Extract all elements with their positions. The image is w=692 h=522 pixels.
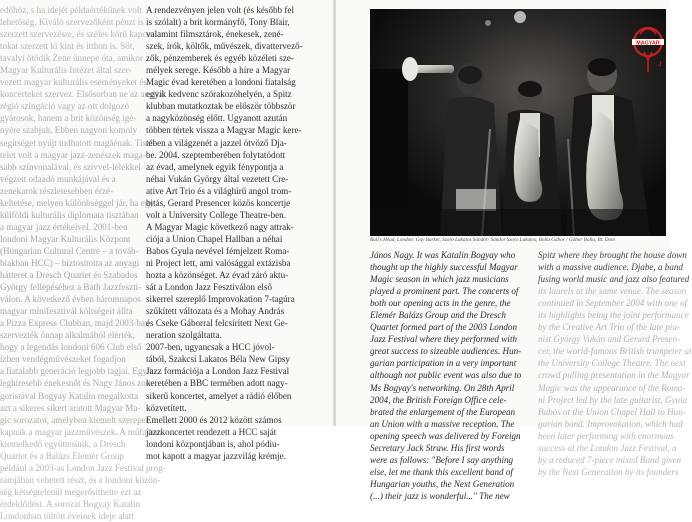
svg-text:J: J	[658, 62, 662, 68]
left-column-b-line: szek, írók, költők, művészek, divattervező-	[146, 41, 303, 52]
left-column-b-line: neration szolgáltatta.	[146, 330, 222, 341]
concert-photo	[370, 9, 666, 236]
left-column-a-line: tokat szerzett ki kint és itthon is. Sőt,	[0, 41, 135, 52]
left-column-b-line: bitás, Gerard Presencer közös koncertje	[146, 197, 291, 208]
left-column-a-line: gyárosok, hanem a brit közönség igé-	[0, 113, 137, 124]
left-column-a-line: kiemelkedő együttesünk, a Dresch	[0, 438, 126, 449]
right-column-a-line: Elemér Balázs Group and the Dresch	[370, 310, 506, 321]
right-column-a-line: Magic season in which jazz musicians	[370, 274, 509, 285]
left-column-a-line: ramjában vehetett részt, és a londoni közön-	[0, 474, 161, 485]
left-column-a-line: ség kétségtelenül megerősíthette ezt az	[0, 486, 142, 497]
left-column-b-line: Emellett 2000 és 2012 között számos	[146, 414, 282, 425]
left-column-b-line: volt a University College Theatre-ben.	[146, 209, 286, 220]
left-column-a-line: keltetése, melyen különbséggel jár, ha egy	[0, 197, 154, 208]
right-column-a-line: János Nagy. It was Katalin Bogyay who	[370, 250, 516, 260]
right-column-b-line: its highlights being the joint performance	[538, 310, 689, 321]
right-column-a-line: 2004, the British Foreign Office cele-	[370, 394, 507, 405]
right-column-b-line: Spitz where they brought the house down	[538, 250, 687, 260]
left-column-a-line: lehetőség. Kiváló szervezőként pénzt is	[0, 17, 144, 28]
left-column-b-line: az évad, amelynek egyik fénypontja a	[146, 161, 284, 172]
left-column-a-line: szervezték önnap alkalmából elérték,	[0, 330, 135, 341]
left-column-a	[0, 4, 166, 522]
concert-photo-image	[370, 9, 666, 236]
right-column-a-line: were as follows: "Before I say anything	[370, 454, 514, 465]
left-column-a-line: szerzett szervezésre, és széles körű kapcsola-	[0, 29, 165, 40]
left-column-a-line: vezett magyar kulturális eseményeket és	[0, 77, 147, 88]
left-column-a-line: (Hungarian Cultural Centre – a továb-	[0, 245, 139, 256]
left-column-a-line: sabb színvonalával, és szívvel-lélekkel	[0, 161, 141, 172]
right-column-a-line: although not public event was also due to	[370, 370, 522, 381]
left-column-a-line: gic sorozatot, amelyben kiemelt szerepet	[0, 414, 149, 425]
right-column-a-line: Jazz Festival where they performed with	[370, 334, 517, 345]
right-column-b-line: garian band. Improvokation, which had	[538, 418, 683, 429]
left-column-b	[146, 4, 303, 462]
left-column-b-line: A rendezvényen jelen volt (és később fel	[146, 5, 294, 15]
right-column-a-line: great success to sizeable audiences. Hun-	[370, 346, 522, 357]
left-column-b-line: zők, pénzemberek és egyéb közéleti sze-	[146, 53, 294, 64]
right-column-a-line: an Union with a massive reception. The	[370, 418, 515, 429]
left-column-b-line: többen tértek vissza a Magyar Magic kere-	[146, 125, 302, 136]
left-column-a-line: azt a sikeres sikert aratott Magyar Ma-	[0, 402, 141, 413]
left-column-a-line: kapnak a magyar jazzművészek. A műfajban	[0, 426, 163, 437]
left-column-a-line: Quartet és a Balázs Elemér Group	[0, 450, 124, 461]
left-column-b-line: a nagyközönség előtt. Ugyanott azután	[146, 113, 288, 124]
left-column-b-line: londoni központjában is, ahol pódiu-	[146, 438, 280, 449]
left-column-b-line: Jazz formációja a London Jazz Festival	[146, 366, 290, 377]
left-column-a-line: londoni Magyar Kulturális Központ	[0, 233, 131, 244]
right-column-b-line: crowd pulling presentation in the Magyar	[538, 370, 690, 381]
left-column-a-line: tavalyi ötödik Zene ünnepe óta, amikor	[0, 53, 143, 64]
left-column-a-line: zenekarok részletesebben érzé-	[0, 185, 114, 196]
right-column-b-line: with a massive audience. Djabe, a band	[538, 262, 683, 273]
right-column-a-line: Quartet formed part of the 2003 London	[370, 322, 518, 333]
right-column-b-line: the University College Theatre. The next	[538, 358, 686, 369]
right-column-a	[370, 249, 528, 502]
right-column-b-line: Magic was the appearance of the Roma-	[538, 382, 686, 393]
right-column-a-line: thought up the highly successful Magyar	[370, 262, 518, 273]
left-column-a-line: érdeklődést. A sorozat Bogyay Katalin	[0, 498, 141, 509]
left-column-a-line: régió szingáció vagy az ott dolgozó	[0, 101, 130, 112]
left-column-a-line: ízben vendégművészeket fogadjon	[0, 354, 126, 365]
right-column-b-line: by the Creative Art Trio of the late pia-	[538, 322, 680, 333]
right-column-a-line: Hungarian youths, the Next Generation	[370, 478, 515, 489]
right-column-a-line: (...) their jazz is wonderful..." The new	[370, 490, 510, 501]
left-column-a-line: telet volt a magyar jazz-zenészek maga-	[0, 149, 146, 160]
left-column-b-line: is szólalt) a brit kormányfő, Tony Blair,	[146, 17, 290, 28]
left-column-b-line: mot kapott a magyar jazzvilág krémje.	[146, 450, 286, 461]
left-column-b-line: tében a világzenét a jazzel ötvöző Dja-	[146, 137, 287, 148]
right-column-a-line: garian participation in a very important	[370, 358, 517, 369]
right-column-a-line: opening speech was delivered by Foreign	[370, 430, 521, 441]
right-column-b-line: success at the London Jazz Festival, a	[538, 442, 677, 453]
right-column-b	[538, 249, 692, 478]
left-column-b-line: szűkített változata és a Mohay András	[146, 306, 285, 317]
left-column-b-line: jazzkoncertet rendezett a HCC saját	[146, 426, 277, 437]
left-column-a-line: a fiatalabb generáció legjobb tagjai. Egyik	[0, 366, 155, 377]
right-column-a-line: else, let me thank this excellent band of	[370, 466, 513, 477]
left-column-b-line: Babos Gyula nevével fémjelzett Roma-	[146, 245, 290, 256]
right-column-b-line: continued in September 2004 with one of	[538, 298, 688, 309]
right-column-b-line: fusing world music and jazz also featured	[538, 274, 690, 285]
right-column-b-line: ni Project led by the late guitarist, Gyula	[538, 394, 688, 405]
left-column-b-line: valamint filmsztárok, énekesek, zené-	[146, 29, 284, 40]
left-column-a-line: biakban HCC) – biztosította az anyagi	[0, 257, 140, 268]
right-column-b-line: its laurels at the same venue. The season	[538, 286, 687, 297]
left-column-a-line: leghíresebb énekesnőt és Nagy János zon-	[0, 378, 154, 389]
right-column-a-line: Ms Bogyay's networking. On 28th April	[370, 382, 515, 393]
right-column-a-line: both our opening acts in the genre, the	[370, 298, 511, 309]
left-column-a-line: edőhöz, s ha idejét példaértékűnek volt	[0, 5, 142, 15]
left-column-a-line: a Pizza Express Clubban, majd 2003-ban	[0, 318, 150, 329]
left-column-b-line: sát a London Jazz Fesztiválon első	[146, 282, 273, 293]
left-column-b-line: sikerrel szereplő Improvokation 7-tagúra	[146, 294, 295, 305]
left-column-a-line: hátteret a Dresch Quartet és Szabados	[0, 270, 138, 281]
left-column-b-line: mélyek serege. Később a híre a Magyar	[146, 65, 291, 76]
left-column-a-line: koncerteket szervez. Elsősorban ne az angliai	[0, 89, 166, 100]
left-column-b-line: sikerű koncertet, amelyet a rádió élőben	[146, 390, 292, 401]
magyar-jazz-logo-icon	[630, 16, 666, 76]
left-column-b-line: Magic évad keretében a londoni fiatalság	[146, 77, 296, 88]
right-column-a-line: played a prominent part. The concerts of	[370, 286, 519, 297]
left-column-b-line: közvetített.	[146, 402, 187, 413]
left-column-a-line: magyar minifesztivál költségeit állta	[0, 306, 133, 317]
right-column-b-line: by the Next Generation by its founders	[538, 466, 679, 477]
left-column-a-line: válon. A következő évben háromnapos	[0, 294, 141, 305]
left-page	[0, 0, 334, 521]
left-column-a-line: hogy a legendás londoni 606 Club első	[0, 342, 142, 353]
left-column-a-line: segítséget nyújt tudhatott magáénak. Tiszt-	[0, 137, 156, 148]
right-column-a-line: brated the enlargement of the European	[370, 406, 516, 417]
left-column-b-line: klubban mutatkoztak be először többször	[146, 101, 296, 112]
right-column-a-line: Secretary Jack Straw. His first words	[370, 442, 505, 453]
left-column-b-line: egyik kedvenc szórakozóhelyén, a Spitz	[146, 89, 292, 100]
left-column-a-line: György fellépéséhez a Bath Jazzfeszti-	[0, 282, 142, 293]
left-column-a-line: külföldi kulturális diplomata tisztában	[0, 209, 139, 220]
left-column-b-line: ciója a Union Chapel Hallban a néhai	[146, 233, 283, 244]
left-column-b-line: be. 2004. szeptemberében folytatódott	[146, 149, 286, 160]
left-column-b-line: és Cseke Gáborral felcsírített Next Ge-	[146, 318, 288, 329]
left-column-b-line: ative Art Trio és a világhírű angol trom-	[146, 185, 292, 196]
svg-text:MAGYAR: MAGYAR	[636, 40, 660, 47]
right-column-b-line: Babos at the Union Chapel Hall to Hun-	[538, 406, 686, 417]
left-column-a-line: például a 2003-as London Jazz Festival prog-	[0, 462, 166, 473]
left-column-a-line: végzett odaadó munkájával és a	[0, 173, 116, 184]
left-column-b-line: tából, Szakcsi Lakatos Béla New Gipsy	[146, 354, 290, 365]
right-column-b-line: by a reduced 7-piece mixed Band given	[538, 454, 682, 465]
left-column-a-line: Magyar Kulturális Intézet által szer-	[0, 65, 132, 76]
right-column-b-line: cer, the world-famous British trumpeter at	[538, 346, 692, 357]
left-column-a-line: a magyar jazz értékeivel. 2001-ben	[0, 221, 128, 232]
right-column-b-line: nist György Vukán and Gerard Presen-	[538, 334, 681, 345]
left-column-a-line: Londonban töltött éveinek ideje alatt	[0, 510, 134, 521]
left-column-b-line: A Magyar Magic következő nagy attrak-	[146, 221, 294, 232]
photo-caption: Bull's Head, London: Guy Barker, Szoro Lakatos Sándor/ Sándor Szoro Lakatos, Bolla Gábor / Gábor Bolla, Bt. Dom	[370, 237, 615, 243]
right-column-b-line: been later performing with enormous	[538, 430, 674, 441]
left-column-b-line: 2007-ben, ugyancsak a HCC jóvol-	[146, 342, 275, 353]
left-column-b-line: keretében a BBC termében adott nagy-	[146, 378, 288, 389]
left-column-a-line: goristával Bogyay Katalin megalkotta	[0, 390, 139, 401]
left-column-b-line: ni Project lett, ami valósággal extázisba	[146, 257, 291, 268]
left-column-b-line: hozta a közönséget. Az évad záró aktu-	[146, 270, 289, 281]
left-column-a-line: nyére szabjuk. Ebben nagyon komoly	[0, 125, 138, 136]
left-column-b-line: néhai Vukán György által vezetett Cre-	[146, 173, 289, 184]
